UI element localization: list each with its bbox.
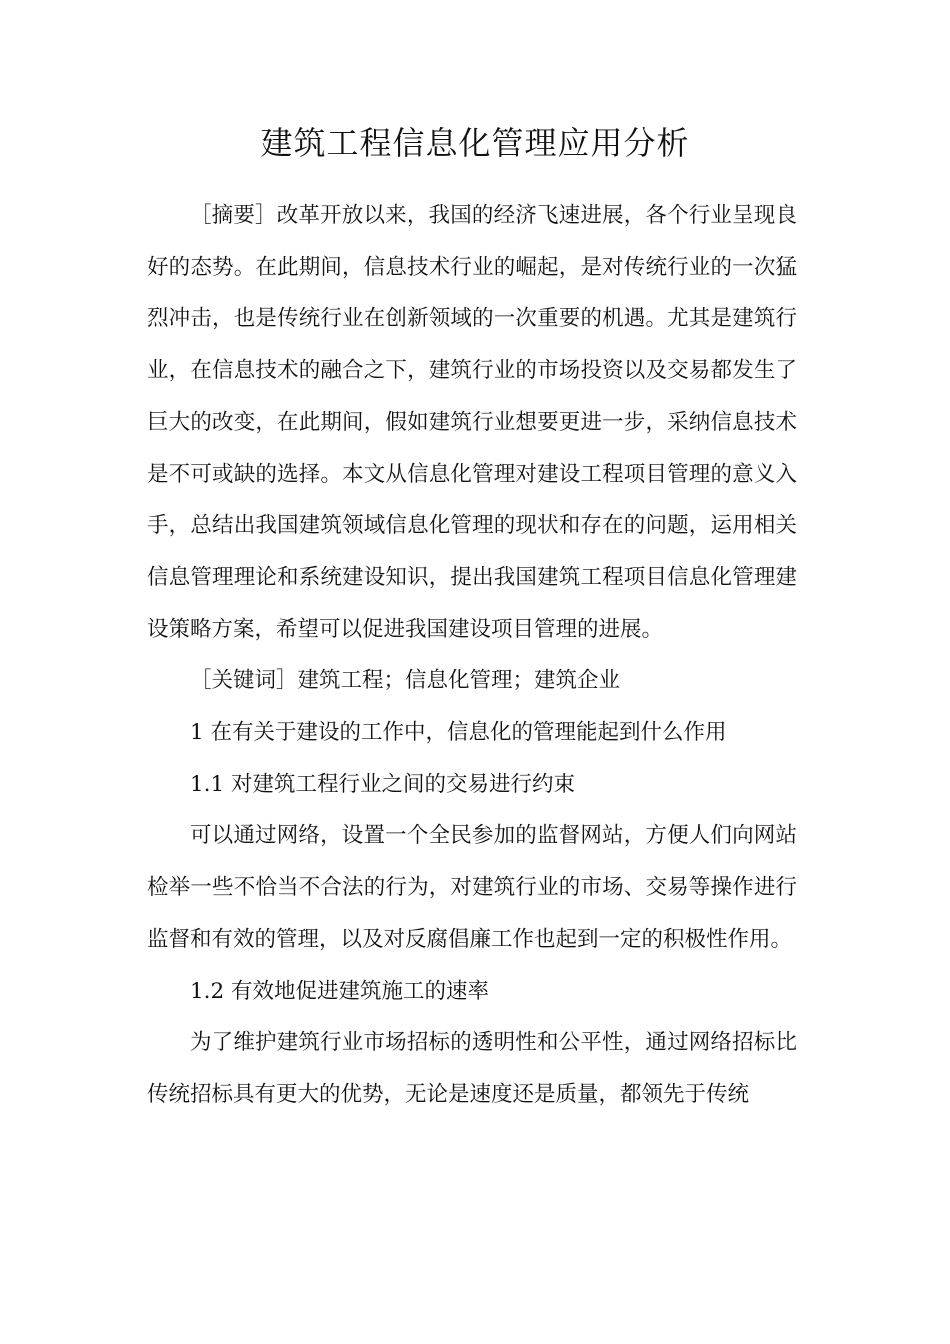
keywords-line: ［关键词］建筑工程；信息化管理；建筑企业	[190, 668, 621, 694]
section-1-heading: 1 在有关于建设的工作中，信息化的管理能起到什么作用	[190, 720, 727, 746]
section-1-2-heading: 1.2 有效地促进建筑施工的速率	[190, 978, 490, 1004]
section-1-1-heading: 1.1 对建筑工程行业之间的交易进行约束	[190, 771, 576, 797]
section-1-2-paragraph: 为了维护建筑行业市场招标的透明性和公平性，通过网络招标比传统招标具有更大的优势，无论是速度还是质量，都领先于传统	[147, 1030, 797, 1107]
document-body	[147, 190, 797, 1121]
section-1-1-paragraph: 可以通过网络，设置一个全民参加的监督网站，方便人们向网站检举一些不恰当不合法的行为，对建筑行业的市场、交易等操作进行监督和有效的管理，以及对反腐倡廉工作也起到一定的积极性作用。	[147, 823, 797, 952]
document-title: 建筑工程信息化管理应用分析	[260, 124, 690, 162]
abstract-paragraph: ［摘要］改革开放以来，我国的经济飞速进展，各个行业呈现良好的态势。在此期间，信息技术行业的崛起，是对传统行业的一次猛烈冲击，也是传统行业在创新领域的一次重要的机遇。尤其是建筑行业，在信息技术的融合之下，建筑行业的市场投资以及交易都发生了巨大的改变，在此期间，假如建筑行业想要更进一步，采纳信息技术是不可或缺的选择。本文从信息化管理对建设工程项目管理的意义入手，总结出我国建筑领域信息化管理的现状和存在的问题，运用相关信息管理理论和系统建设知识，提出我国建筑工程项目信息化管理建设策略方案，希望可以促进我国建设项目管理的进展。	[147, 203, 797, 642]
